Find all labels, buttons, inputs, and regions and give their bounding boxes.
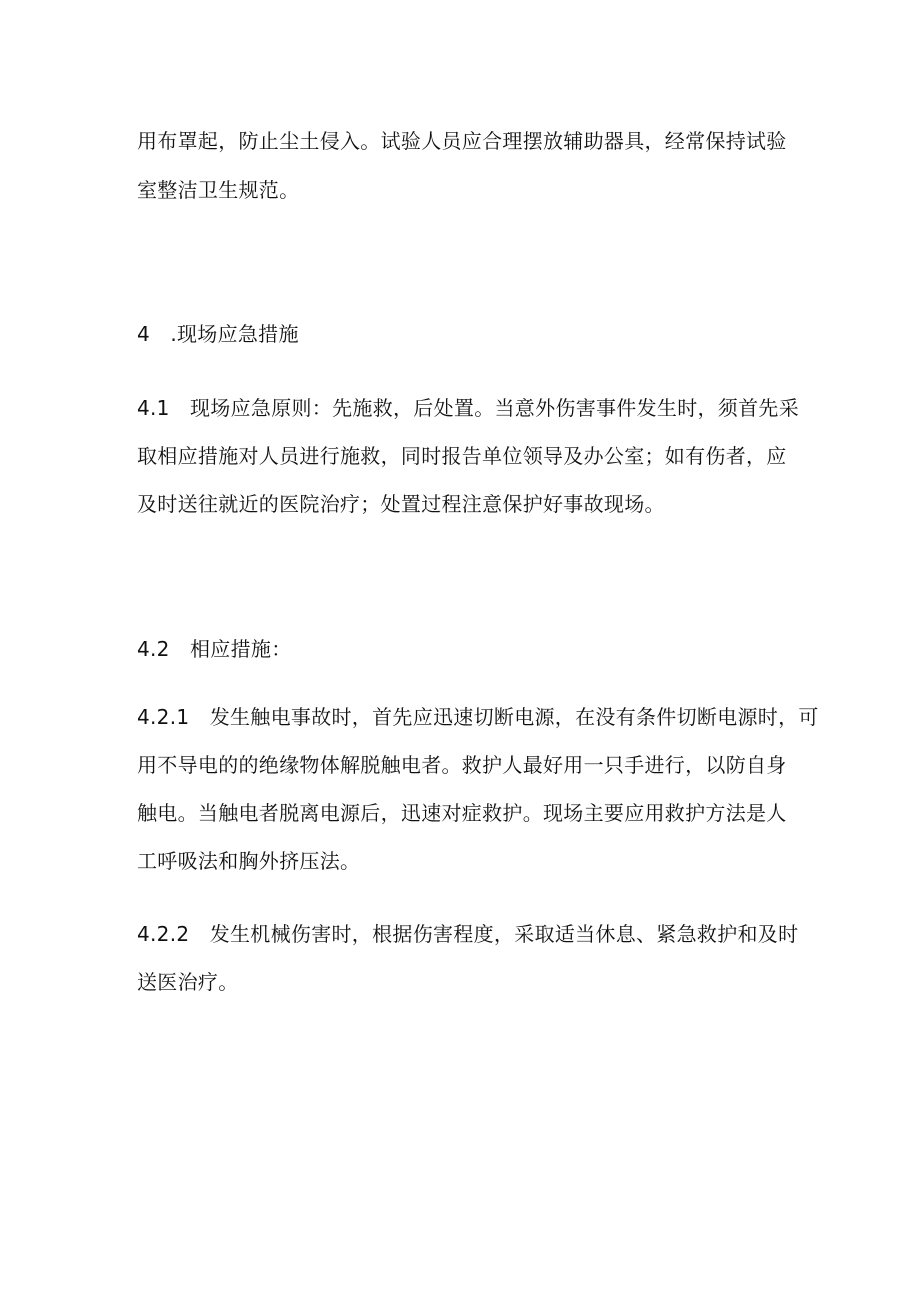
paragraph-4-2-1-line: 触电。当触电者脱离电源后，迅速对症救护。现场主要应用救护方法是人 xyxy=(137,801,787,825)
paragraph-4-1-line: 及时送往就近的医院治疗；处置过程注意保护好事故现场。 xyxy=(137,492,665,516)
paragraph-4-1-line: 取相应措施对人员进行施救，同时报告单位领导及办公室；如有伤者，应 xyxy=(137,444,787,468)
paragraph-4-1-line: 4.1 现场应急原则：先施救，后处置。当意外伤害事件发生时，须首先采 xyxy=(137,396,800,420)
paragraph-4-2-1-line: 4.2.1 发生触电事故时，首先应迅速切断电源，在没有条件切断电源时，可 xyxy=(137,705,819,729)
section-heading-4-2: 4.2 相应措施： xyxy=(137,637,292,661)
paragraph-4-2-2-line: 送医治疗。 xyxy=(137,970,239,994)
paragraph-4-2-1-line: 工呼吸法和胸外挤压法。 xyxy=(137,849,361,873)
paragraph-continuation-line: 室整洁卫生规范。 xyxy=(137,178,300,202)
paragraph-continuation-line: 用布罩起，防止尘土侵入。试验人员应合理摆放辅助器具，经常保持试验 xyxy=(137,129,787,153)
paragraph-4-2-1-line: 用不导电的的绝缘物体解脱触电者。救护人最好用一只手进行，以防自身 xyxy=(137,753,787,777)
section-heading-4: 4 .现场应急措施 xyxy=(137,322,299,346)
paragraph-4-2-2-line: 4.2.2 发生机械伤害时，根据伤害程度，采取适当休息、紧急救护和及时 xyxy=(137,922,799,946)
